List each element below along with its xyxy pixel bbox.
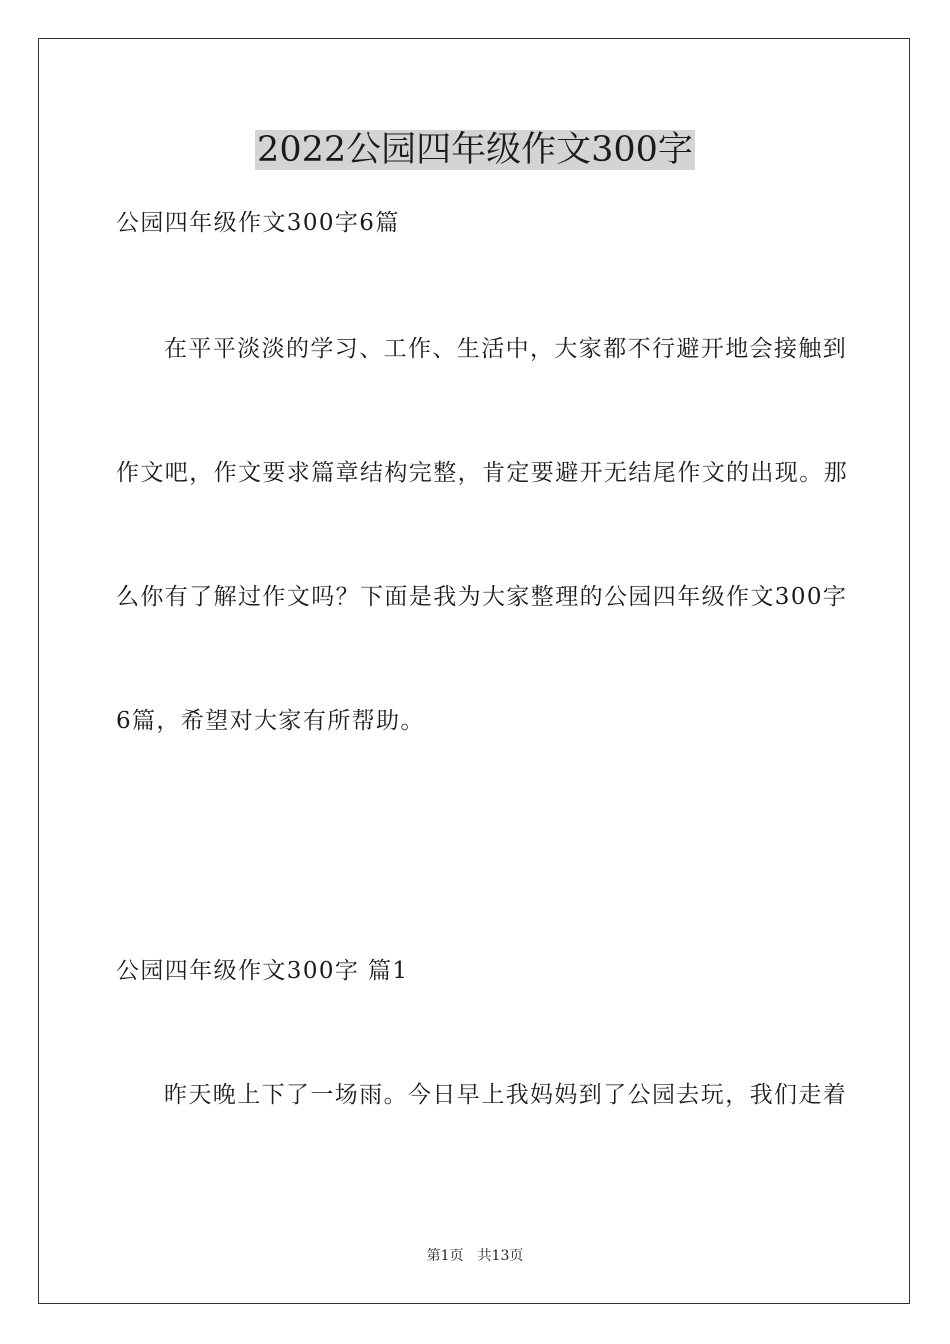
intro-line-1: 在平平淡淡的学习、工作、生活中，大家都不行避开地会接触到 <box>164 336 848 362</box>
section-heading: 公园四年级作文300字 篇1 <box>116 958 409 984</box>
document-title <box>0 128 950 172</box>
page-footer <box>0 1246 950 1266</box>
intro-line-4: 6篇，希望对大家有所帮助。 <box>116 708 425 734</box>
page-number-total: 共13页 <box>477 1248 524 1264</box>
intro-line-2: 作文吧，作文要求篇章结构完整，肯定要避开无结尾作文的出现。那 <box>116 460 848 486</box>
document-subtitle: 公园四年级作文300字6篇 <box>116 210 400 236</box>
section-paragraph-line-1: 昨天晚上下了一场雨。今日早上我妈妈到了公园去玩，我们走着 <box>164 1082 848 1108</box>
intro-line-3: 么你有了解过作文吗？下面是我为大家整理的公园四年级作文300字 <box>116 584 848 610</box>
document-title-text: 2022公园四年级作文300字 <box>257 130 693 170</box>
page-number-current: 第1页 <box>426 1248 464 1264</box>
